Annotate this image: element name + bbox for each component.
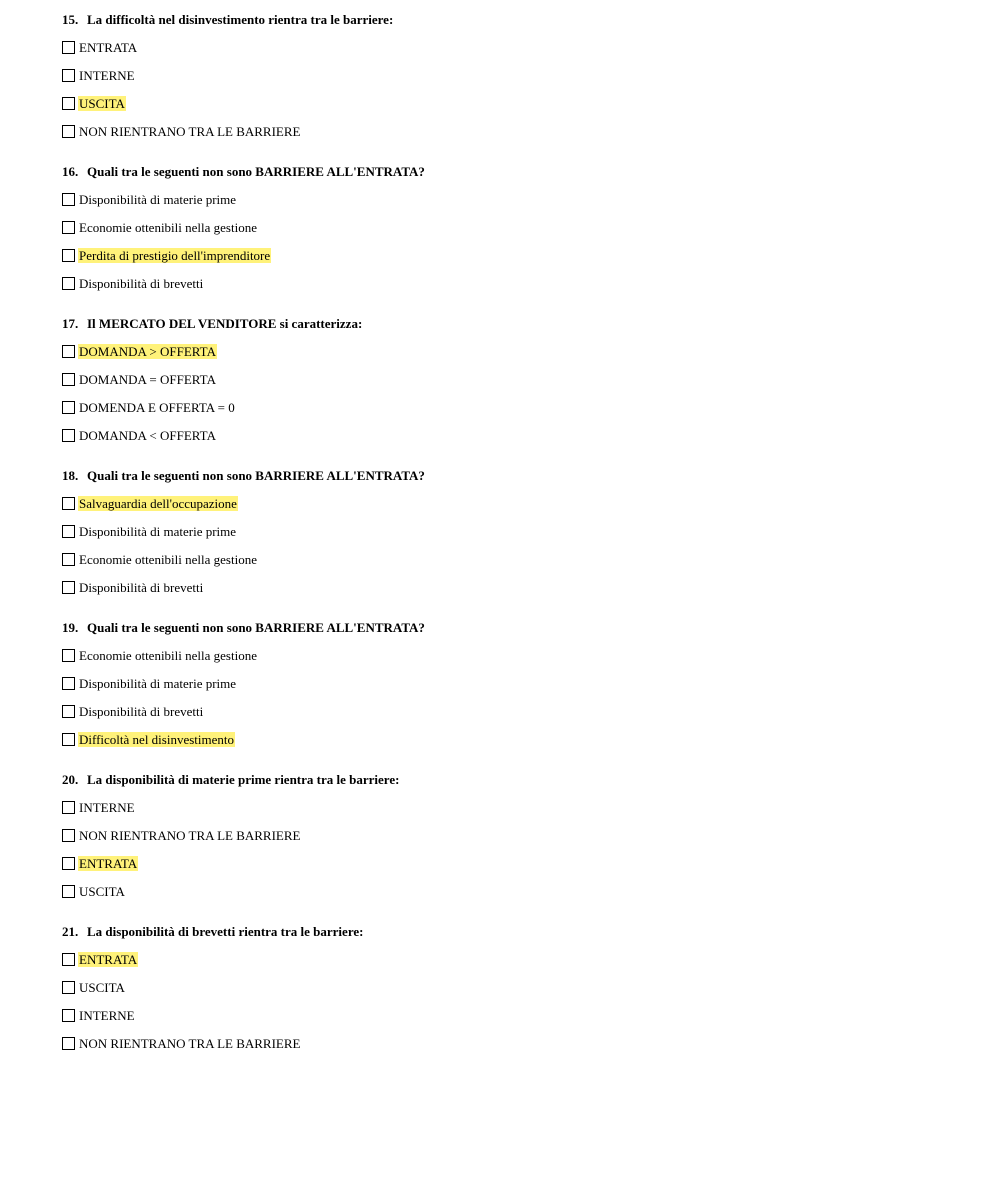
question-text: Quali tra le seguenti non sono BARRIERE ALL'ENTRATA? [87, 468, 425, 483]
answer-option [62, 61, 962, 89]
answer-option [62, 421, 962, 449]
answer-checkbox[interactable] [62, 1037, 75, 1050]
answer-checkbox[interactable] [62, 857, 75, 870]
question-20 [62, 771, 962, 905]
answer-checkbox[interactable] [62, 221, 75, 234]
answer-label: ENTRATA [79, 951, 138, 967]
answer-label: Disponibilità di brevetti [79, 579, 204, 595]
answer-label: ENTRATA [79, 855, 138, 871]
answer-option [62, 489, 962, 517]
answer-checkbox[interactable] [62, 497, 75, 510]
answer-option [62, 821, 962, 849]
answer-checkbox[interactable] [62, 677, 75, 690]
answer-label: Disponibilità di materie prime [79, 675, 237, 691]
answer-label: Disponibilità di materie prime [79, 523, 237, 539]
answer-label: Disponibilità di brevetti [79, 703, 204, 719]
question-number: 18. [62, 468, 79, 483]
answer-option [62, 185, 962, 213]
question-title [62, 315, 962, 333]
question-text: Il MERCATO DEL VENDITORE si caratterizza: [87, 316, 363, 331]
answer-label: NON RIENTRANO TRA LE BARRIERE [79, 123, 301, 139]
answer-label: Economie ottenibili nella gestione [79, 647, 257, 663]
answer-label: NON RIENTRANO TRA LE BARRIERE [79, 1035, 301, 1051]
answer-checkbox[interactable] [62, 801, 75, 814]
answer-label: INTERNE [79, 67, 135, 83]
question-17 [62, 315, 962, 449]
question-text: La disponibilità di brevetti rientra tra le barriere: [87, 924, 364, 939]
answer-checkbox[interactable] [62, 525, 75, 538]
answer-label: NON RIENTRANO TRA LE BARRIERE [79, 827, 301, 843]
answer-label: Disponibilità di materie prime [79, 191, 237, 207]
answer-option [62, 573, 962, 601]
answer-label: USCITA [79, 95, 125, 111]
answer-checkbox[interactable] [62, 249, 75, 262]
answer-label: Difficoltà nel disinvestimento [79, 731, 235, 747]
answer-checkbox[interactable] [62, 125, 75, 138]
answer-option [62, 393, 962, 421]
answer-option [62, 33, 962, 61]
question-title [62, 163, 962, 181]
answer-option [62, 365, 962, 393]
quiz-document [62, 11, 962, 1075]
answer-checkbox[interactable] [62, 829, 75, 842]
question-title [62, 923, 962, 941]
question-19 [62, 619, 962, 753]
question-number: 17. [62, 316, 79, 331]
answer-option [62, 697, 962, 725]
answer-checkbox[interactable] [62, 885, 75, 898]
question-16 [62, 163, 962, 297]
answer-option [62, 517, 962, 545]
question-title [62, 771, 962, 789]
answer-option [62, 945, 962, 973]
answer-option [62, 793, 962, 821]
answer-checkbox[interactable] [62, 705, 75, 718]
answer-checkbox[interactable] [62, 429, 75, 442]
answer-option [62, 641, 962, 669]
answer-checkbox[interactable] [62, 277, 75, 290]
answer-checkbox[interactable] [62, 373, 75, 386]
answer-option [62, 877, 962, 905]
answer-option [62, 669, 962, 697]
question-text: La difficoltà nel disinvestimento rientra tra le barriere: [87, 12, 394, 27]
question-title [62, 619, 962, 637]
question-title [62, 467, 962, 485]
question-number: 15. [62, 12, 79, 27]
answer-option [62, 117, 962, 145]
answer-option [62, 1029, 962, 1057]
answer-checkbox[interactable] [62, 345, 75, 358]
answer-option [62, 269, 962, 297]
answer-label: INTERNE [79, 799, 135, 815]
answer-checkbox[interactable] [62, 553, 75, 566]
answer-option [62, 973, 962, 1001]
answer-option [62, 725, 962, 753]
question-number: 21. [62, 924, 79, 939]
answer-label: DOMANDA < OFFERTA [79, 427, 216, 443]
answer-label: USCITA [79, 979, 125, 995]
answer-checkbox[interactable] [62, 733, 75, 746]
answer-checkbox[interactable] [62, 69, 75, 82]
question-15 [62, 11, 962, 145]
question-number: 19. [62, 620, 79, 635]
answer-checkbox[interactable] [62, 649, 75, 662]
question-18 [62, 467, 962, 601]
answer-checkbox[interactable] [62, 581, 75, 594]
answer-checkbox[interactable] [62, 41, 75, 54]
answer-label: DOMANDA = OFFERTA [79, 371, 216, 387]
answer-label: DOMANDA > OFFERTA [79, 343, 216, 359]
answer-option [62, 545, 962, 573]
question-title [62, 11, 962, 29]
answer-checkbox[interactable] [62, 97, 75, 110]
answer-option [62, 89, 962, 117]
question-text: Quali tra le seguenti non sono BARRIERE ALL'ENTRATA? [87, 620, 425, 635]
answer-option [62, 849, 962, 877]
answer-label: USCITA [79, 883, 125, 899]
question-text: Quali tra le seguenti non sono BARRIERE ALL'ENTRATA? [87, 164, 425, 179]
answer-checkbox[interactable] [62, 401, 75, 414]
answer-checkbox[interactable] [62, 193, 75, 206]
question-number: 16. [62, 164, 79, 179]
answer-label: ENTRATA [79, 39, 138, 55]
answer-option [62, 1001, 962, 1029]
answer-checkbox[interactable] [62, 953, 75, 966]
question-number: 20. [62, 772, 79, 787]
answer-option [62, 337, 962, 365]
question-text: La disponibilità di materie prime rientra tra le barriere: [87, 772, 400, 787]
answer-label: Economie ottenibili nella gestione [79, 551, 257, 567]
answer-option [62, 213, 962, 241]
answer-label: Salvaguardia dell'occupazione [79, 495, 237, 511]
answer-label: Disponibilità di brevetti [79, 275, 204, 291]
answer-label: Economie ottenibili nella gestione [79, 219, 257, 235]
answer-option [62, 241, 962, 269]
answer-checkbox[interactable] [62, 981, 75, 994]
answer-checkbox[interactable] [62, 1009, 75, 1022]
answer-label: DOMENDA E OFFERTA = 0 [79, 399, 235, 415]
answer-label: INTERNE [79, 1007, 135, 1023]
question-21 [62, 923, 962, 1057]
answer-label: Perdita di prestigio dell'imprenditore [79, 247, 271, 263]
